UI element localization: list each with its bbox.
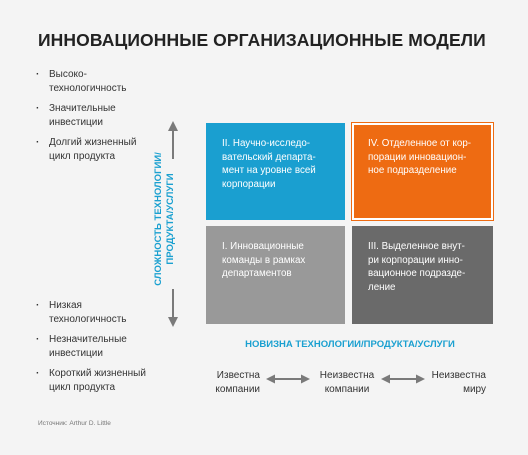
novelty-known-to-company: Известна компании	[215, 370, 260, 395]
list-item-small-investment: · Незначительные инвестиции	[36, 333, 146, 361]
quadrant-i-department-teams: I. Инновационные команды в рамках департаментов	[206, 226, 345, 324]
quadrant-ii-corporate-rnd: II. Научно-исследо- вательский департа- мент на уровне всей корпорации	[206, 123, 345, 220]
page-title: ИННОВАЦИОННЫЕ ОРГАНИЗАЦИОННЫЕ МОДЕЛИ	[38, 30, 486, 50]
double-arrow-icon	[266, 374, 310, 384]
list-item-low-tech: · Низкая технологичность	[36, 299, 146, 327]
vertical-axis-label: СЛОЖНОСТЬ ТЕХНОЛОГИИ/ ПРОДУКТА/УСЛУГИ	[153, 152, 176, 286]
horizontal-axis-label: НОВИЗНА ТЕХНОЛОГИИ/ПРОДУКТА/УСЛУГИ	[245, 339, 455, 350]
double-arrow-icon	[381, 374, 425, 384]
list-item-short-lifecycle: · Короткий жизненный цикл продукта	[36, 367, 146, 395]
list-item-long-lifecycle: · Долгий жизненный цикл продукта	[36, 136, 136, 164]
quadrant-iv-separated-unit: IV. Отделенное от кор- порации инновацион- ное подразделение	[352, 123, 493, 220]
novelty-unknown-to-company: Неизвестна компании	[319, 370, 375, 395]
quadrant-iii-internal-unit: III. Выделенное внут- ри корпорации инно- вационное подразде- ление	[352, 226, 493, 324]
list-item-large-investment: · Значительные инвестиции	[36, 102, 136, 130]
high-complexity-list	[36, 68, 136, 170]
list-item-high-tech: · Высоко- технологичность	[36, 68, 136, 96]
low-complexity-list	[36, 299, 146, 401]
source-note: Источник: Arthur D. Little	[38, 420, 111, 427]
novelty-unknown-to-world: Неизвестна миру	[431, 370, 486, 395]
